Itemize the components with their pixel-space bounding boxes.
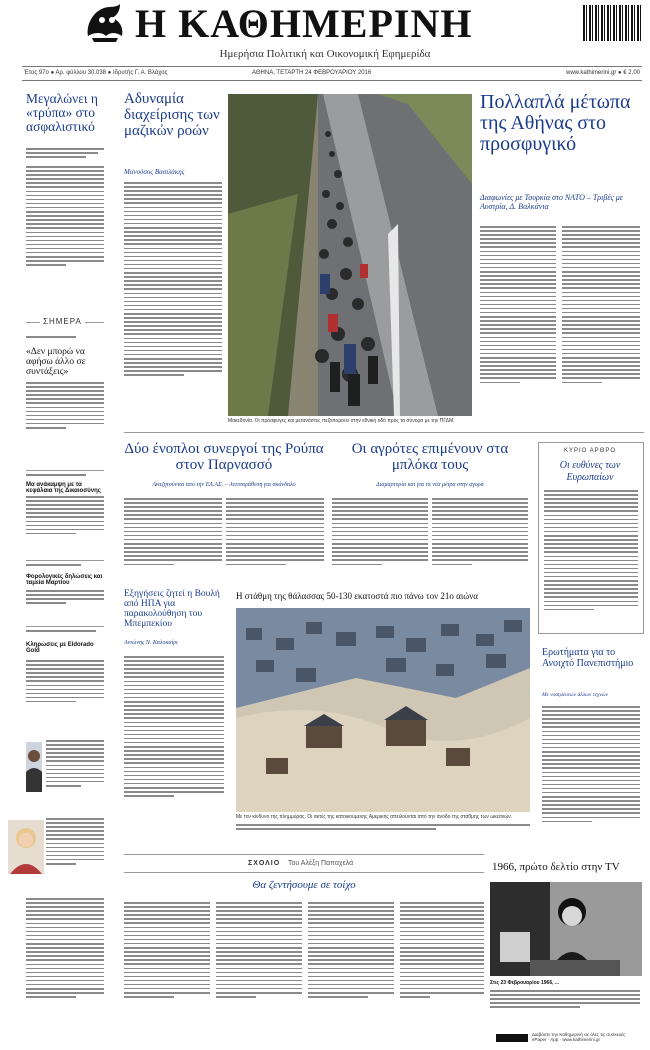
left-item-2-kicker bbox=[26, 474, 104, 478]
tv-headline: 1966, πρώτο δελτίο στην TV bbox=[492, 861, 620, 873]
section-today-label: ΣΗΜΕΡΑ bbox=[40, 317, 85, 326]
footer-line-1: Διαβάστε την Καθημερινή σε όλες τις συσκευές bbox=[532, 1032, 626, 1037]
footer-line-2: ePaper · App · www.kathimerini.gr bbox=[532, 1037, 601, 1043]
fronts-text-col1 bbox=[480, 226, 556, 386]
aegean-byline: Αντώνης Ν. Καλοκαίρι bbox=[124, 640, 178, 646]
portrait-photo-woman bbox=[8, 820, 44, 874]
tv-announcer-photo bbox=[490, 882, 642, 976]
roupa-deck: Αναζητούνται από την ΕΛ.ΑΣ. – Αντιπαράθεση για σκάνδαλο bbox=[152, 482, 296, 488]
aegean-text bbox=[124, 656, 224, 799]
comment-text-col1 bbox=[124, 902, 210, 1000]
sea-caption-lines bbox=[236, 824, 530, 832]
left-lead-body-text bbox=[26, 166, 104, 268]
sea-level-headline: Η στάθμη της θάλασσας 50-130 εκατοστά πιο πάνω τον 21ο αιώνα bbox=[236, 591, 478, 601]
key-article-text bbox=[544, 490, 638, 613]
issue-info-left: Έτος 97ο ● Αρ. φύλλου 30.038 ● Ιδρυτής Γ. Α. Βλάχος bbox=[24, 70, 168, 76]
divider bbox=[124, 872, 484, 873]
owl-logo-icon bbox=[82, 2, 128, 44]
left-item-headline-1: «Δεν μπορώ να αφήσω άλλο σε συντάξεις» bbox=[26, 347, 86, 377]
fronts-text-col2 bbox=[562, 226, 640, 386]
left-item-4-text bbox=[26, 660, 104, 705]
divider bbox=[124, 854, 484, 855]
comment-headline: Θα ζεντήσουμε σε τοίχο bbox=[252, 879, 356, 891]
divider bbox=[26, 470, 104, 471]
left-item-1-text bbox=[26, 382, 104, 431]
masthead bbox=[0, 0, 650, 70]
key-article-headline: Οι ευθύνες των Ευρωπαίων bbox=[559, 460, 621, 483]
issue-date: ΑΘΗΝΑ, ΤΕΤΑΡΤΗ 24 ΦΕΒΡΟΥΑΡΙΟΥ 2016 bbox=[252, 70, 372, 76]
newspaper-subtitle: Ημερήσια Πολιτική και Οικονομική Εφημερίδα bbox=[219, 48, 431, 60]
refugees-road-photo bbox=[228, 94, 472, 416]
flooded-houses-photo bbox=[236, 608, 530, 812]
left-item-3-text bbox=[26, 590, 104, 606]
portrait-man-text bbox=[46, 740, 104, 789]
sea-photo-caption: Με τον κίνδυνο της πλημμύρας. Οι ακτές της κατοικούμενης Αμερικής απειλούνται από την άνοδο της στάθμης των ωκεανών. bbox=[236, 814, 513, 820]
left-item-2-text bbox=[26, 496, 104, 537]
comment-section-label: ΣΧΟΛΙΟ bbox=[248, 860, 281, 867]
refugees-photo-caption: Μακεδονία. Οι πρόσφυγες και μετανάστες πεζοπορούν στην εθνική οδό προς τα σύνορα με την ΠΓΔΜ. bbox=[228, 418, 455, 424]
refugee-flow-headline: Αδυναμία διαχείρισης των μαζικών ροών bbox=[124, 91, 220, 139]
left-item-headline-2: Μα ανάκαμψη με τα κεφάλαια της Δικαιοσύνης bbox=[26, 482, 101, 494]
roupa-text-col1 bbox=[124, 498, 222, 568]
portrait-woman-text bbox=[46, 818, 104, 867]
left-bottom-text bbox=[26, 898, 104, 1000]
divider bbox=[26, 560, 104, 561]
left-item-kicker bbox=[26, 336, 104, 340]
footer-logo-icon bbox=[496, 1034, 528, 1042]
farmers-headline: Οι αγρότες επιμένουν στα μπλόκα τους bbox=[351, 441, 509, 473]
roupa-headline: Δύο ένοπλοι συνεργοί της Ρούπα στον Παρνασσό bbox=[124, 441, 324, 473]
comment-text-col2 bbox=[216, 902, 302, 1000]
left-item-3-kicker bbox=[26, 564, 104, 568]
university-text bbox=[542, 706, 640, 825]
fronts-deck: Διαφωνίες με Τουρκία στο ΝΑΤΟ – Τριβές με Αυστρία, Δ. Βαλκάνια bbox=[480, 193, 623, 211]
comment-author: Του Αλέξη Παπαχελά bbox=[288, 860, 354, 867]
university-headline: Ερωτήματα για το Ανοιχτό Πανεπιστήμιο bbox=[542, 647, 634, 669]
divider bbox=[124, 432, 644, 433]
left-lead-headline: Μεγαλώνει η «τρύπα» στο ασφαλιστικό bbox=[26, 91, 98, 135]
left-item-4-kicker bbox=[26, 630, 104, 634]
newspaper-title: Η ΚΑΘΗΜΕΡΙΝΗ bbox=[135, 1, 473, 46]
comment-text-col4 bbox=[400, 902, 484, 1000]
refugee-flow-text bbox=[124, 182, 222, 379]
university-deck: Με νοσηλευτών άλλων τεχνών bbox=[542, 692, 609, 698]
farmers-deck: Διαμαρτυρία και για τα νέα μέτρα στην αγορά bbox=[376, 482, 484, 488]
roupa-text-col2 bbox=[226, 498, 324, 568]
farmers-text-col1 bbox=[332, 498, 428, 568]
left-item-headline-4: Κληρώσεις με Eldorado Gold bbox=[26, 642, 94, 654]
tv-text bbox=[490, 990, 640, 1010]
barcode-icon bbox=[583, 5, 641, 41]
portrait-photo-man bbox=[26, 742, 42, 792]
issue-info-right: www.kathimerini.gr ● € 2,00 bbox=[566, 70, 640, 76]
key-article-label: ΚΥΡΙΟ ΑΡΘΡΟ bbox=[563, 448, 616, 454]
farmers-text-col2 bbox=[432, 498, 528, 568]
left-item-headline-3: Φορολογικές δηλώσεις και ταμεία Μαρτίου bbox=[26, 574, 103, 586]
fronts-headline: Πολλαπλά μέτωπα της Αθήνας στο προσφυγικό bbox=[480, 91, 631, 155]
divider bbox=[26, 626, 104, 627]
left-lead-deck-lines bbox=[26, 148, 106, 160]
issue-info-bar bbox=[22, 66, 642, 81]
refugee-flow-byline: Μανούσος Βασιλάκης bbox=[124, 168, 185, 176]
aegean-headline: Εξηγήσεις ζητεί η Βουλή από ΗΠΑ για παρακολούθηση του Μπεμπεκίου bbox=[124, 589, 220, 629]
tv-caption: Στις 23 Φεβρουαρίου 1966, ... bbox=[490, 980, 560, 986]
footer-text bbox=[532, 1032, 642, 1043]
comment-text-col3 bbox=[308, 902, 394, 1000]
